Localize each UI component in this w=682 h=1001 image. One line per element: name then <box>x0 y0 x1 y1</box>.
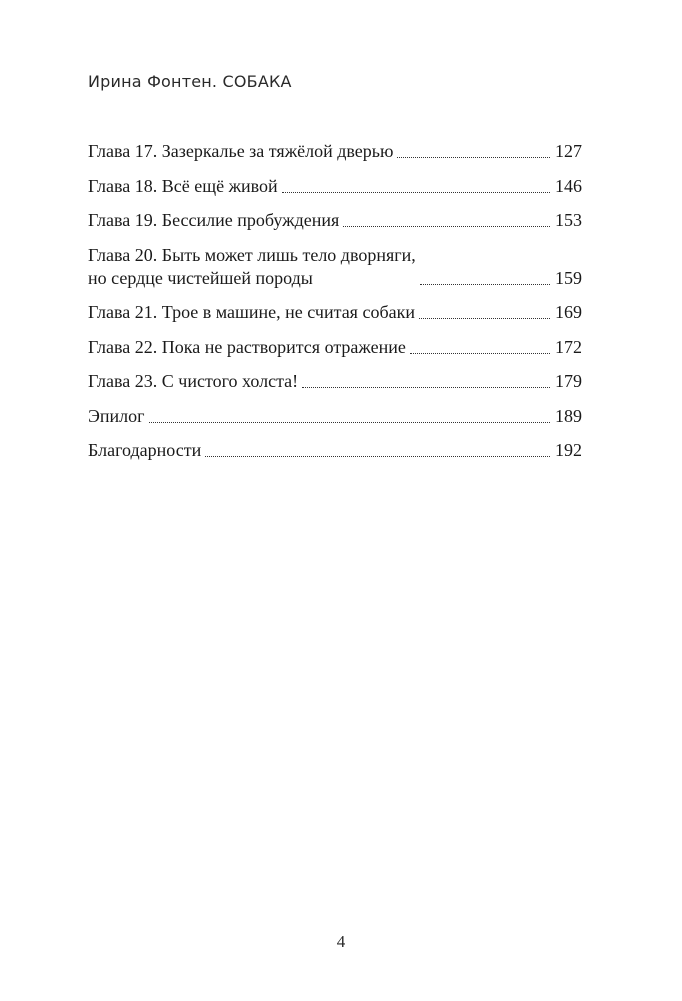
toc-entry-chapter-19 <box>88 209 582 232</box>
dot-leader <box>205 456 550 457</box>
toc-entry-title-line1: Глава 20. Быть может лишь тело дворняги, <box>88 244 416 265</box>
dot-leader <box>397 157 550 158</box>
toc-entry-title: Глава 17. Зазеркалье за тяжёлой дверью <box>88 141 394 161</box>
toc-entry-epilogue <box>88 405 582 428</box>
toc-entry-chapter-17 <box>88 140 582 163</box>
toc-entry-chapter-20 <box>88 244 582 290</box>
dot-leader <box>149 422 550 423</box>
dot-leader <box>343 226 550 227</box>
toc-entry-page: 179 <box>555 371 582 391</box>
toc-entry-page: 127 <box>555 141 582 161</box>
toc-entry-title-block <box>88 244 416 290</box>
toc-entry-page: 169 <box>555 302 582 322</box>
toc-entry-page: 192 <box>555 440 582 460</box>
table-of-contents <box>88 140 582 474</box>
toc-entry-page: 189 <box>555 405 582 426</box>
toc-entry-page: 153 <box>555 210 582 230</box>
running-header: Ирина Фонтен. СОБАКА <box>88 72 292 91</box>
dot-leader <box>410 353 550 354</box>
toc-entry-chapter-23 <box>88 370 582 393</box>
toc-entry-page: 159 <box>555 267 582 288</box>
toc-entry-acknowledgements <box>88 439 582 462</box>
toc-entry-title: Глава 22. Пока не растворится отражение <box>88 336 406 357</box>
toc-entry-title: Эпилог <box>88 405 145 426</box>
dot-leader <box>420 284 550 285</box>
toc-entry-title-line2: но сердце чистейшей породы <box>88 267 313 288</box>
toc-entry-title: Благодарности <box>88 440 202 460</box>
toc-entry-chapter-18 <box>88 175 582 198</box>
dot-leader <box>282 192 550 193</box>
toc-entry-chapter-21 <box>88 301 582 324</box>
dot-leader <box>419 318 550 319</box>
toc-entry-title: Глава 21. Трое в машине, не считая собаки <box>88 302 415 322</box>
dot-leader <box>302 387 550 388</box>
toc-entry-title: Глава 18. Всё ещё живой <box>88 175 278 196</box>
toc-entry-title: Глава 23. С чистого холста! <box>88 371 299 391</box>
toc-entry-page: 146 <box>555 175 582 196</box>
page-number: 4 <box>336 932 346 951</box>
toc-entry-page: 172 <box>555 336 582 357</box>
toc-entry-chapter-22 <box>88 336 582 359</box>
toc-entry-title: Глава 19. Бессилие пробуждения <box>88 210 340 230</box>
